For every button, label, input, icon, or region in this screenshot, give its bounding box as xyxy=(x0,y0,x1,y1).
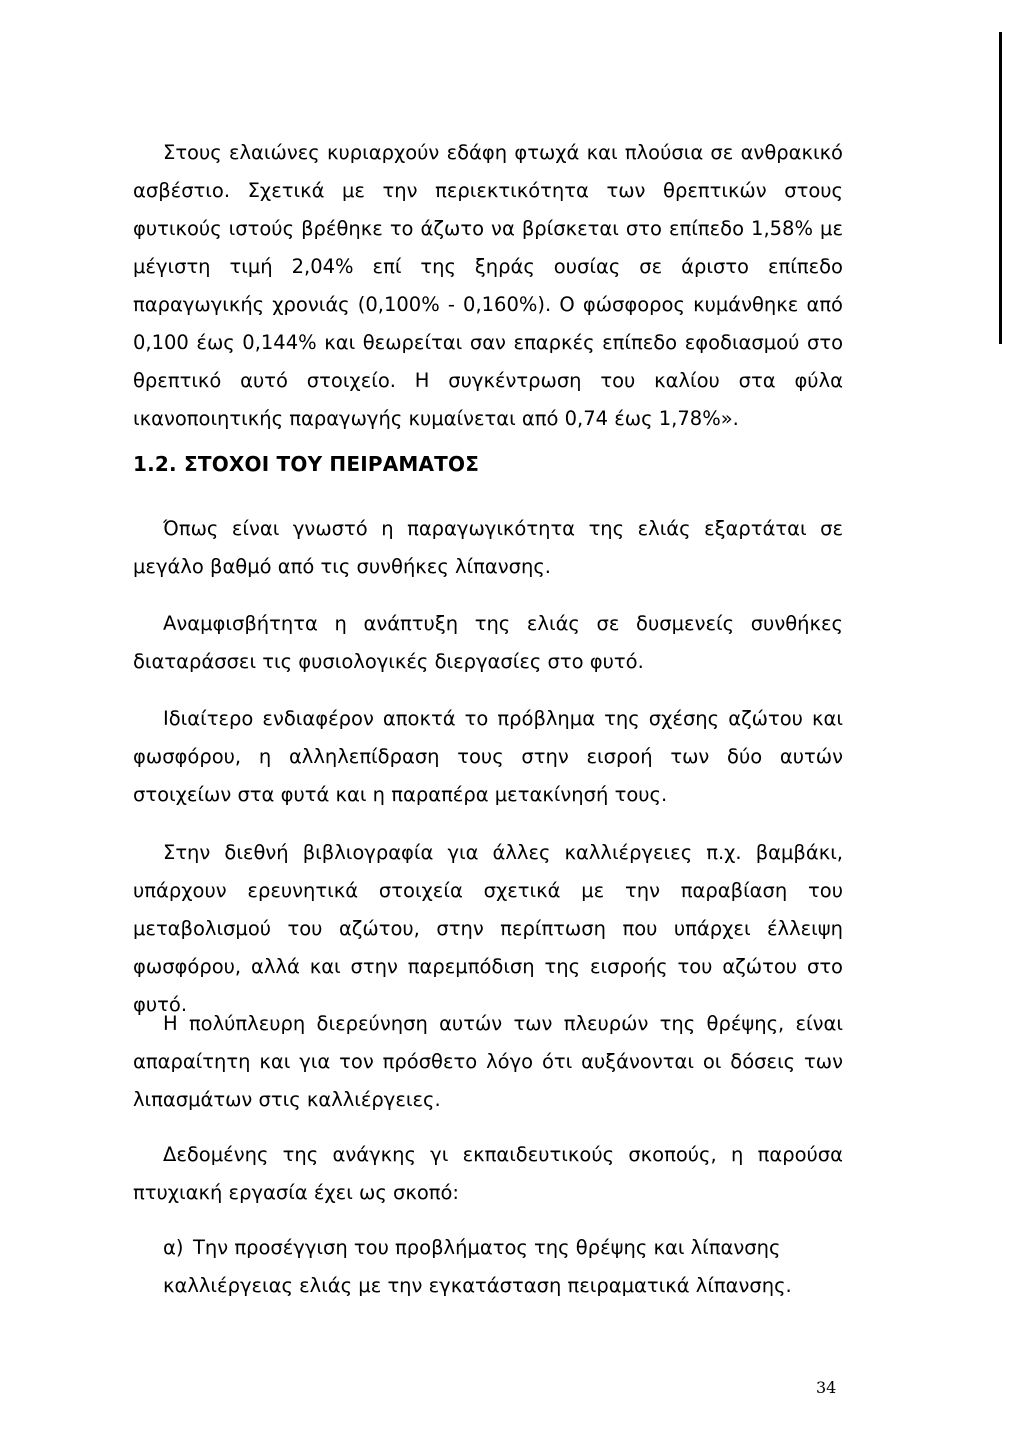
list-item-text: Την προσέγγιση του προβλήματος της θρέψης και λίπανσης καλλιέργειας ελιάς με την εγκατάσταση πειραματικά λίπανσης. xyxy=(163,1236,792,1297)
section-heading: 1.2. ΣΤΟΧΟΙ ΤΟΥ ΠΕΙΡΑΜΑΤΟΣ xyxy=(133,452,480,476)
scan-edge-bar xyxy=(999,32,1002,344)
paragraph-investigation: Η πολύπλευρη διερεύνηση αυτών των πλευρών της θρέψης, είναι απαραίτητη και για τον πρόσθετο λόγο ότι αυξάνονται οι δόσεις των λιπασμάτων στις καλλιέργειες. xyxy=(133,1012,843,1111)
list-item-goal xyxy=(163,1229,843,1305)
paragraph-adverse-conditions: Αναμφισβήτητα η ανάπτυξη της ελιάς σε δυσμενείς συνθήκες διαταράσσει τις φυσιολογικές διεργασίες στο φυτό. xyxy=(133,612,843,673)
paragraph-purpose: Δεδομένης της ανάγκης γι εκπαιδευτικούς σκοπούς, η παρούσα πτυχιακή εργασία έχει ως σκοπό: xyxy=(133,1143,843,1204)
page-number: 34 xyxy=(816,1378,837,1397)
paragraph-productivity: Όπως είναι γνωστό η παραγωγικότητα της ελιάς εξαρτάται σε μεγάλο βαθμό από τις συνθήκες λίπανσης. xyxy=(133,517,843,578)
paragraph-literature: Στην διεθνή βιβλιογραφία για άλλες καλλιέργειες π.χ. βαμβάκι, υπάρχουν ερευνητικά στοιχεία σχετικά με την παραβίαση του μεταβολισμού του αζώτου, στην περίπτωση που υπάρχει έλλειψη φωσφόρου, αλλά και στην παρεμπόδιση της εισροής του αζώτου στο φυτό. xyxy=(133,841,843,1016)
paragraph-soil-nutrients: Στους ελαιώνες κυριαρχούν εδάφη φτωχά και πλούσια σε ανθρακικό ασβέστιο. Σχετικά με την περιεκτικότητα των θρεπτικών στους φυτικούς ιστούς βρέθηκε το άζωτο να βρίσκεται στο επίπεδο 1,58% με μέγιστη τιμή 2,04% επί της ξηράς ουσίας σε άριστο επίπεδο παραγωγικής χρονιάς (0,100% - 0,160%). Ο φώσφορος κυμάνθηκε από 0,100 έως 0,144% και θεωρείται σαν επαρκές επίπεδο εφοδιασμού στο θρεπτικό αυτό στοιχείο. Η συγκέντρωση του καλίου στα φύλα ικανοποιητικής παραγωγής κυμαίνεται από 0,74 έως 1,78%». xyxy=(133,141,843,430)
list-marker: α) xyxy=(163,1236,184,1259)
paragraph-nitrogen-phosphorus: Ιδιαίτερο ενδιαφέρον αποκτά το πρόβλημα της σχέσης αζώτου και φωσφόρου, η αλληλεπίδραση τους στην εισροή των δύο αυτών στοιχείων στα φυτά και η παραπέρα μετακίνησή τους. xyxy=(133,707,843,806)
